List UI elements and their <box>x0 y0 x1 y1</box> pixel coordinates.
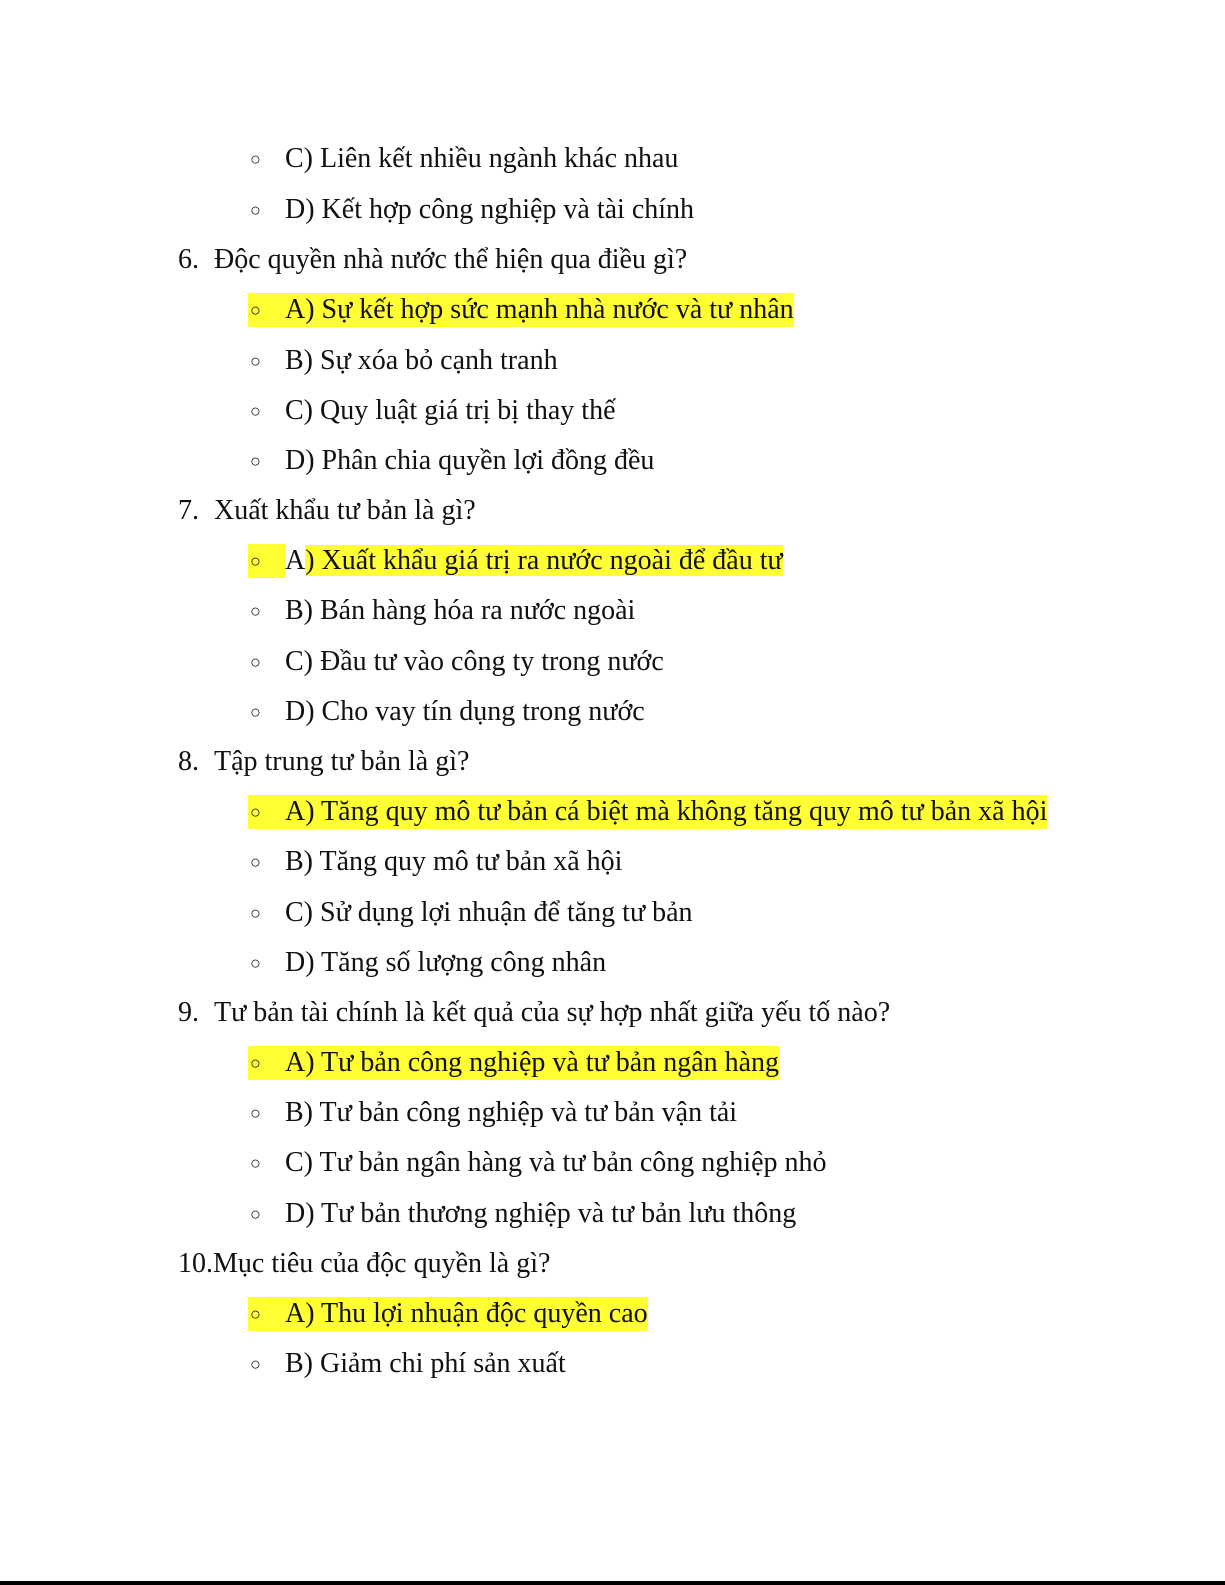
question-10 <box>178 1247 550 1281</box>
bullet-icon: ○ <box>250 451 261 471</box>
option-q8-c <box>248 896 693 930</box>
option-text: D) Phân chia quyền lợi đồng đều <box>285 445 655 476</box>
bullet-icon: ○ <box>250 401 261 421</box>
question-text: Tư bản tài chính là kết quả của sự hợp nhất giữa yếu tố nào? <box>214 997 891 1028</box>
page-bottom-rule <box>0 1581 1225 1585</box>
bullet-icon: ○ <box>250 1304 261 1324</box>
bullet-icon: ○ <box>250 200 261 220</box>
question-text: Mục tiêu của độc quyền là gì? <box>213 1248 551 1279</box>
option-letter: A <box>285 545 306 576</box>
option-text: C) Đầu tư vào công ty trong nước <box>285 646 664 677</box>
question-number: 10. <box>178 1248 213 1279</box>
bullet-icon: ○ <box>250 953 261 973</box>
option-text: C) Quy luật giá trị bị thay thế <box>285 395 616 426</box>
option-q6-b <box>248 344 558 378</box>
bullet-icon: ○ <box>250 1354 261 1374</box>
option-text: C) Tư bản ngân hàng và tư bản công nghiệp nhỏ <box>285 1147 827 1178</box>
question-text: Tập trung tư bản là gì? <box>214 746 470 777</box>
bullet-icon: ○ <box>250 1153 261 1173</box>
question-number: 6. <box>178 244 199 275</box>
option-q7-d <box>248 695 645 729</box>
option-q7-c <box>248 645 664 679</box>
option-text: A) Tăng quy mô tư bản cá biệt mà không tăng quy mô tư bản xã hội <box>285 796 1048 827</box>
option-q7-b <box>248 594 635 628</box>
option-q9-c <box>248 1146 827 1180</box>
question-number: 7. <box>178 495 199 526</box>
bullet-icon: ○ <box>250 802 261 822</box>
question-6 <box>178 243 687 277</box>
bullet-icon: ○ <box>250 351 261 371</box>
question-number: 9. <box>178 997 199 1028</box>
option-q9-b <box>248 1096 737 1130</box>
question-7 <box>178 494 476 528</box>
option-q7-a-highlighted <box>248 544 783 578</box>
option-q5-d <box>248 193 694 227</box>
option-text: B) Bán hàng hóa ra nước ngoài <box>285 595 636 626</box>
question-text: Độc quyền nhà nước thể hiện qua điều gì? <box>214 244 688 275</box>
question-number: 8. <box>178 746 199 777</box>
option-q10-a-highlighted <box>248 1297 648 1331</box>
option-q6-a-highlighted <box>248 293 794 327</box>
option-text: ) Xuất khẩu giá trị ra nước ngoài để đầu tư <box>305 545 783 576</box>
option-text: B) Tăng quy mô tư bản xã hội <box>285 846 623 877</box>
question-9 <box>178 996 890 1030</box>
option-q8-a-highlighted <box>248 795 1047 829</box>
option-q9-a-highlighted <box>248 1046 779 1080</box>
option-text: D) Cho vay tín dụng trong nước <box>285 696 645 727</box>
bullet-icon: ○ <box>250 1103 261 1123</box>
option-q10-b <box>248 1347 566 1381</box>
option-text: D) Kết hợp công nghiệp và tài chính <box>285 194 695 225</box>
bullet-icon: ○ <box>250 149 261 169</box>
option-q6-d <box>248 444 654 478</box>
bullet-icon: ○ <box>250 903 261 923</box>
bullet-icon: ○ <box>250 702 261 722</box>
bullet-icon: ○ <box>250 601 261 621</box>
option-text: B) Giảm chi phí sản xuất <box>285 1348 566 1379</box>
option-q9-d <box>248 1197 796 1231</box>
option-text: C) Sử dụng lợi nhuận để tăng tư bản <box>285 897 693 928</box>
option-text: B) Sự xóa bỏ cạnh tranh <box>285 345 558 376</box>
option-q8-b <box>248 845 622 879</box>
bullet-icon: ○ <box>250 852 261 872</box>
bullet-icon: ○ <box>250 652 261 672</box>
option-text: D) Tư bản thương nghiệp và tư bản lưu thông <box>285 1198 797 1229</box>
question-8 <box>178 745 469 779</box>
question-text: Xuất khẩu tư bản là gì? <box>214 495 476 526</box>
bullet-icon: ○ <box>250 1053 261 1073</box>
bullet-icon: ○ <box>250 300 261 320</box>
option-q5-c <box>248 142 678 176</box>
option-q6-c <box>248 394 616 428</box>
option-text: C) Liên kết nhiều ngành khác nhau <box>285 143 679 174</box>
bullet-icon: ○ <box>248 544 285 578</box>
option-q8-d <box>248 946 606 980</box>
bullet-icon: ○ <box>250 1204 261 1224</box>
option-text: A) Sự kết hợp sức mạnh nhà nước và tư nhân <box>285 294 794 325</box>
option-text: D) Tăng số lượng công nhân <box>285 947 607 978</box>
option-text: A) Tư bản công nghiệp và tư bản ngân hàng <box>285 1047 780 1078</box>
option-text: B) Tư bản công nghiệp và tư bản vận tải <box>285 1097 738 1128</box>
option-text: A) Thu lợi nhuận độc quyền cao <box>285 1298 648 1329</box>
